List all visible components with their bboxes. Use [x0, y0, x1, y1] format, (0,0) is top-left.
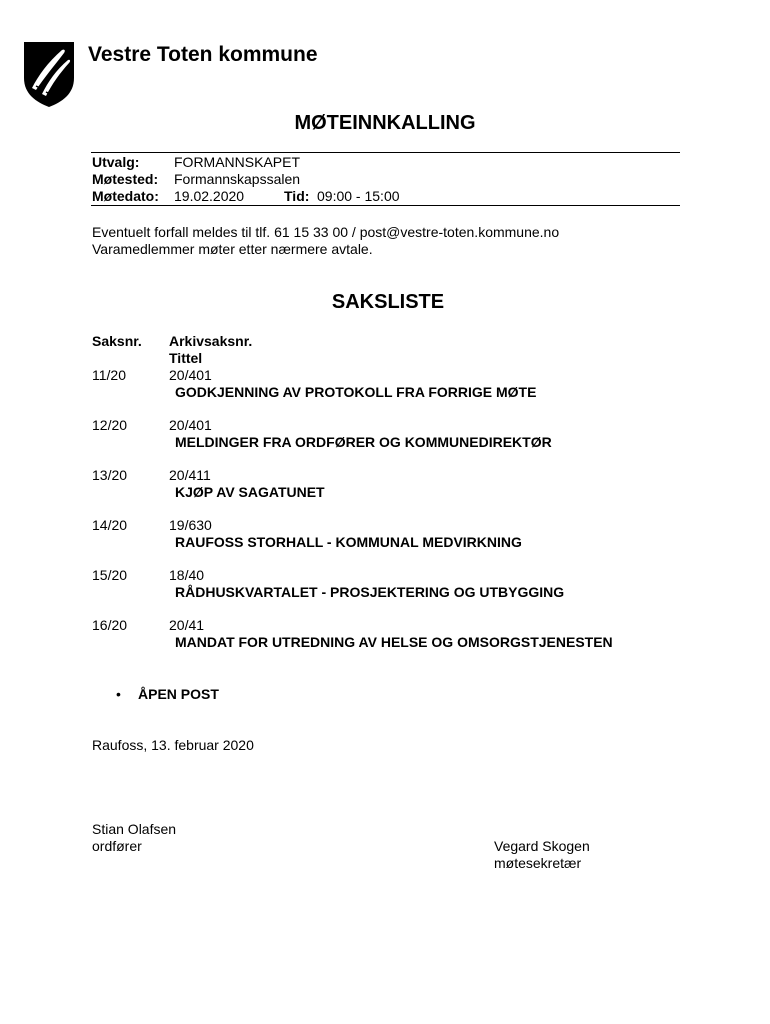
col-tittel-header: Tittel	[169, 350, 203, 366]
signer2-name: Vegard Skogen	[494, 838, 590, 854]
motedato-label: Møtedato:	[92, 188, 159, 204]
bullet-icon: •	[116, 686, 121, 702]
signer1-name: Stian Olafsen	[92, 821, 177, 837]
sak-number: 16/20	[92, 617, 128, 633]
top-divider	[91, 152, 680, 153]
sak-number: 14/20	[92, 517, 128, 533]
sak-title: MELDINGER FRA ORDFØRER OG KOMMUNEDIREKTØR	[175, 434, 552, 450]
tid-value: 09:00 - 15:00	[317, 188, 400, 204]
open-post-item: ÅPEN POST	[138, 686, 219, 702]
motested-label: Møtested:	[92, 171, 159, 187]
signer2-role: møtesekretær	[494, 855, 582, 871]
sak-title: GODKJENNING AV PROTOKOLL FRA FORRIGE MØTE	[175, 384, 537, 400]
absence-notice: Eventuelt forfall meldes til tlf. 61 15 33 00 / post@vestre-toten.kommune.no	[92, 224, 560, 240]
col-saksnr-header: Saksnr.	[92, 333, 142, 349]
sak-arkivsaksnr: 20/401	[169, 417, 212, 433]
sak-title: MANDAT FOR UTREDNING AV HELSE OG OMSORGSTJENESTEN	[175, 634, 613, 650]
bottom-divider	[91, 205, 680, 206]
sak-number: 11/20	[92, 367, 126, 383]
utvalg-value: FORMANNSKAPET	[174, 154, 301, 170]
sak-title: KJØP AV SAGATUNET	[175, 484, 325, 500]
organization-name: Vestre Toten kommune	[88, 43, 318, 66]
sak-number: 15/20	[92, 567, 128, 583]
signer1-role: ordfører	[92, 838, 142, 854]
sak-number: 13/20	[92, 467, 128, 483]
place-date: Raufoss, 13. februar 2020	[92, 737, 254, 753]
sak-arkivsaksnr: 20/411	[169, 467, 211, 483]
sak-title: RÅDHUSKVARTALET - PROSJEKTERING OG UTBYGGING	[175, 584, 565, 600]
coat-of-arms-icon	[22, 40, 76, 108]
substitute-notice: Varamedlemmer møter etter nærmere avtale.	[92, 241, 373, 257]
tid-label: Tid:	[284, 188, 310, 204]
saksliste-title: SAKSLISTE	[331, 291, 445, 313]
sak-title: RAUFOSS STORHALL - KOMMUNAL MEDVIRKNING	[175, 534, 522, 550]
sak-arkivsaksnr: 19/630	[169, 517, 212, 533]
sak-arkivsaksnr: 20/41	[169, 617, 205, 633]
col-arkivsaksnr-header: Arkivsaksnr.	[169, 333, 253, 349]
sak-arkivsaksnr: 20/401	[169, 367, 212, 383]
utvalg-label: Utvalg:	[92, 154, 140, 170]
sak-arkivsaksnr: 18/40	[169, 567, 205, 583]
document-title: MØTEINNKALLING	[294, 112, 476, 134]
motested-value: Formannskapssalen	[174, 171, 301, 187]
sak-number: 12/20	[92, 417, 128, 433]
motedato-value: 19.02.2020	[174, 188, 245, 204]
